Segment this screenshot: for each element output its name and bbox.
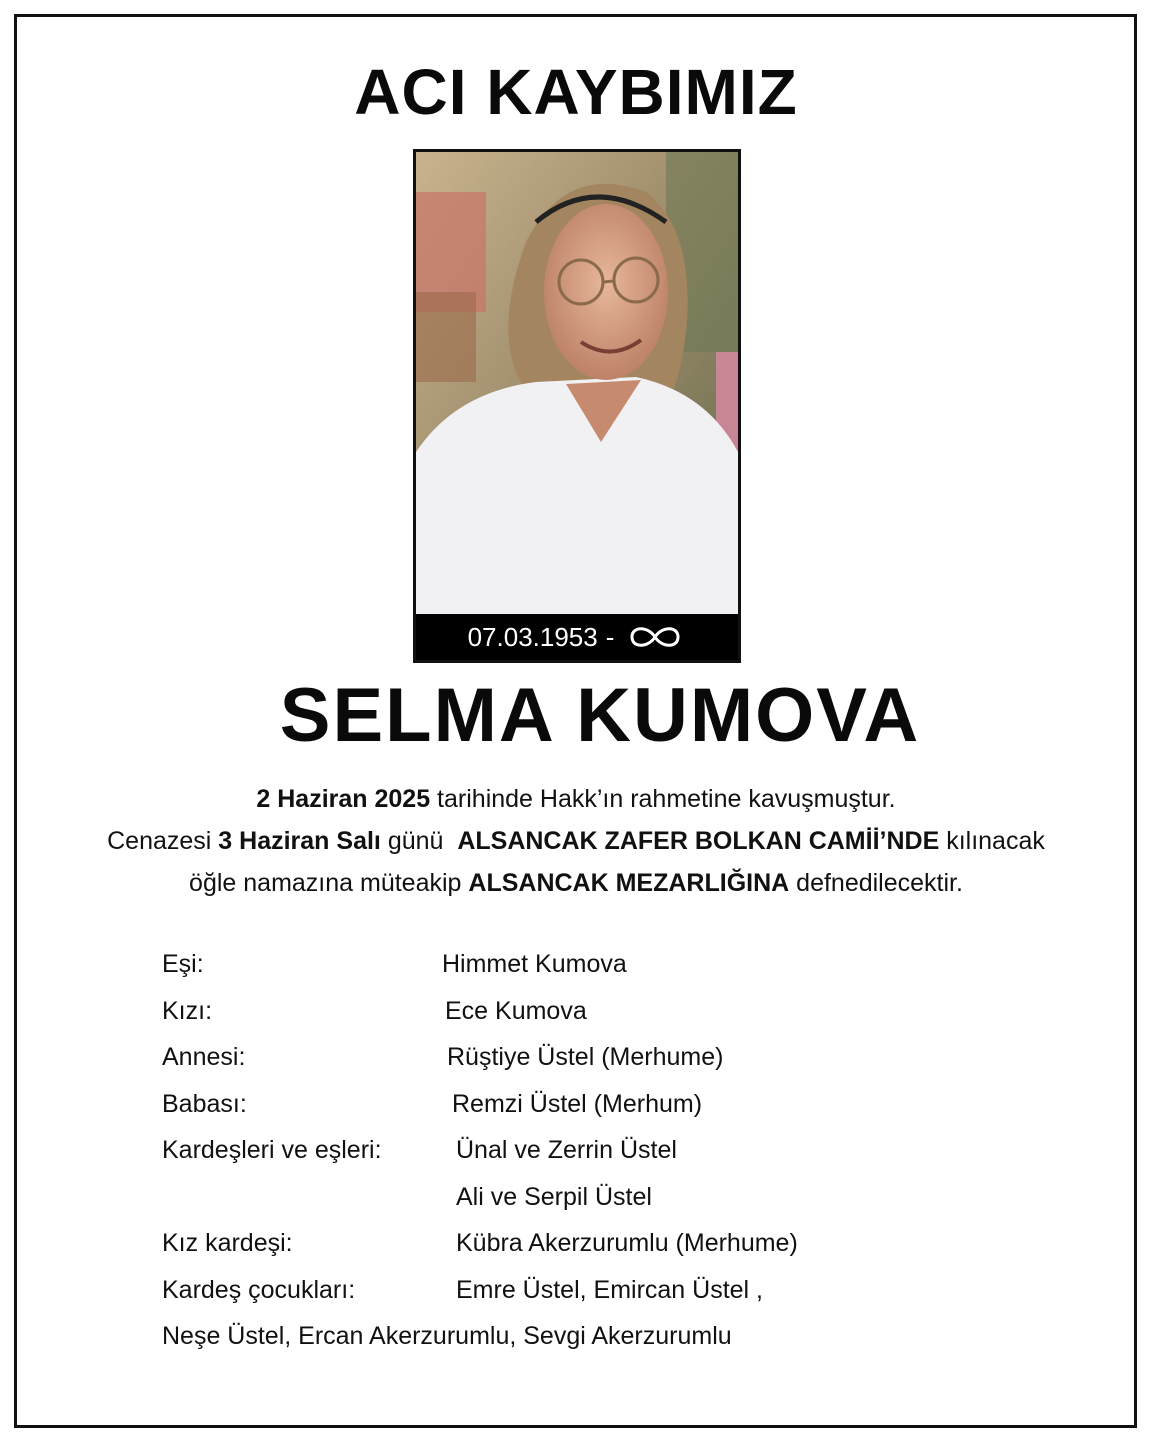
family-label: Kız kardeşi:	[162, 1229, 293, 1257]
death-date: 2 Haziran 2025	[256, 785, 431, 813]
family-row	[162, 1136, 1062, 1183]
family-value: Ece Kumova	[445, 996, 587, 1025]
family-value: Ali ve Serpil Üstel	[456, 1182, 652, 1211]
family-row	[162, 1229, 1062, 1276]
family-label: Annesi:	[162, 1043, 246, 1071]
birth-date: 07.03.1953	[467, 621, 598, 652]
family-row	[162, 1183, 1062, 1230]
family-row	[162, 1043, 1062, 1090]
cemetery-name: ALSANCAK MEZARLIĞINA	[468, 869, 790, 897]
family-row	[162, 1322, 1062, 1369]
family-value: Ünal ve Zerrin Üstel	[456, 1136, 677, 1164]
notice-text: defnedilecektir.	[789, 869, 963, 897]
funeral-date: 3 Haziran Salı	[218, 827, 381, 855]
deceased-name: SELMA KUMOVA	[279, 673, 921, 758]
date-separator: -	[605, 621, 615, 652]
portrait-frame	[413, 149, 741, 663]
notice-text: öğle namazına müteakip	[189, 869, 469, 897]
family-label: Kardeşleri ve eşleri:	[162, 1136, 382, 1164]
funeral-notice	[40, 778, 1112, 904]
family-row	[162, 1276, 1062, 1323]
family-row	[162, 950, 1062, 997]
notice-text: kılınacak	[939, 827, 1045, 855]
family-value: Emre Üstel, Emircan Üstel ,	[456, 1275, 764, 1304]
family-label: Neşe Üstel, Ercan Akerzurumlu, Sevgi Akerzurumlu	[162, 1322, 732, 1350]
family-label: Kızı:	[162, 996, 213, 1025]
notice-text: günü	[380, 827, 458, 855]
family-label: Babası:	[162, 1089, 247, 1118]
family-value: Rüştiye Üstel (Merhume)	[447, 1043, 724, 1071]
family-list	[162, 950, 1062, 1369]
notice-line-1	[40, 778, 1112, 820]
family-row	[162, 997, 1062, 1044]
portrait-photo	[416, 152, 738, 614]
life-dates	[416, 614, 738, 660]
notice-text: Cenazesi	[107, 827, 219, 855]
family-row	[162, 1090, 1062, 1137]
notice-text: tarihinde Hakk’ın rahmetine kavuşmuştur.	[430, 785, 896, 813]
headline: ACI KAYBIMIZ	[354, 56, 798, 128]
family-value: Remzi Üstel (Merhum)	[452, 1089, 703, 1118]
family-label: Kardeş çocukları:	[162, 1275, 356, 1304]
notice-line-3	[40, 862, 1112, 904]
infinity-icon	[624, 622, 686, 652]
notice-line-2	[40, 820, 1112, 862]
mosque-name: ALSANCAK ZAFER BOLKAN CAMİİ’NDE	[457, 827, 940, 855]
family-value: Himmet Kumova	[442, 950, 627, 978]
family-value: Kübra Akerzurumlu (Merhume)	[456, 1229, 798, 1257]
family-label: Eşi:	[162, 950, 204, 978]
